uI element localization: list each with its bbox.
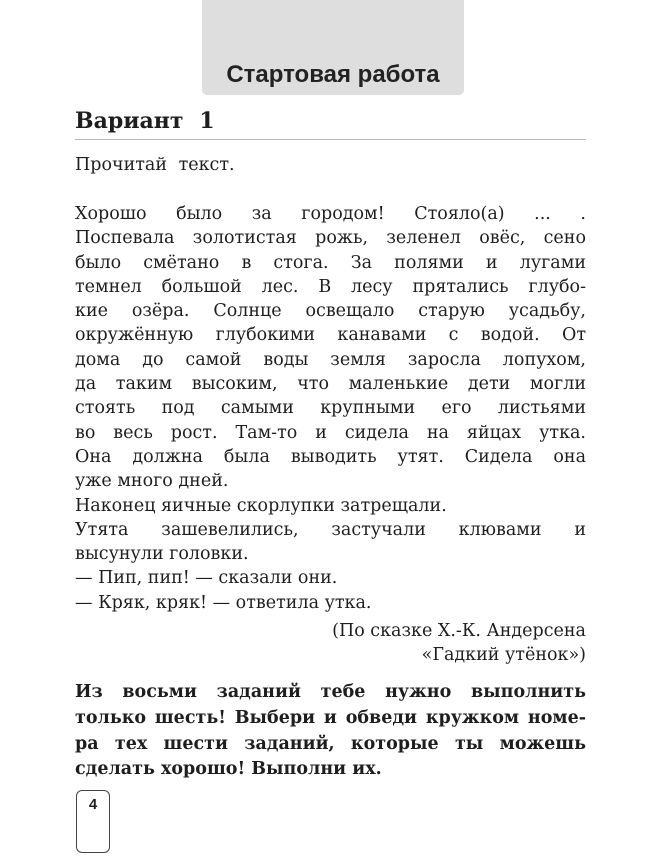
text-line: Поспевала золотистая рожь, зеленел овёс, сено — [75, 228, 586, 249]
text-line: Она должна была выводить утят. Сидела она — [75, 446, 586, 467]
section-header-tab — [202, 0, 464, 95]
task-instructions — [75, 680, 586, 783]
text-line: стоять под самыми крупными его листьями — [75, 398, 586, 419]
page-number: 4 — [88, 796, 98, 813]
text-line: было смётано в стога. За полями и лугами — [75, 252, 586, 273]
source-citation: (По сказке Х.-К. Андерсена — [332, 621, 586, 642]
text-line: окружённую глубокими канавами с водой. От — [75, 325, 586, 346]
page-number-box — [76, 790, 110, 853]
task-line: только шесть! Выбери и обведи кружком номе- — [75, 707, 586, 728]
text-line: — Пип, пип! — сказали они. — [75, 568, 338, 589]
text-line: Хорошо было за городом! Стояло(а) ... . — [75, 204, 586, 224]
text-line: во весь рост. Там-то и сидела на яйцах утка. — [75, 422, 586, 443]
section-title: Стартовая работа — [226, 61, 440, 88]
text-line: кие озёра. Солнце освещало старую усадьбу, — [75, 301, 586, 322]
task-line: ра тех шести заданий, которые ты можешь — [75, 733, 586, 754]
text-line: уже много дней. — [75, 471, 229, 492]
task-line: Из восьми заданий тебе нужно выполнить — [75, 682, 586, 702]
text-line: Наконец яичные скорлупки затрещали. — [75, 495, 447, 516]
text-line: темнел большой лес. В лесу прятались глубо- — [75, 276, 586, 297]
text-line: Утята зашевелились, застучали клювами и — [75, 519, 586, 540]
story-text — [75, 202, 586, 668]
task-line: сделать хорошо! Выполни их. — [75, 759, 382, 780]
text-line: да таким высоким, что маленькие дети могли — [75, 374, 586, 395]
variant-heading: Вариант 1 — [75, 108, 215, 134]
text-line: высунули головки. — [75, 544, 249, 565]
text-line: дома до самой воды земля заросла лопухом, — [75, 349, 586, 370]
instruction: Прочитай текст. — [75, 155, 235, 175]
source-title: «Гадкий утёнок») — [421, 645, 586, 666]
text-line: — Кряк, кряк! — ответила утка. — [75, 592, 372, 613]
divider — [75, 139, 586, 140]
